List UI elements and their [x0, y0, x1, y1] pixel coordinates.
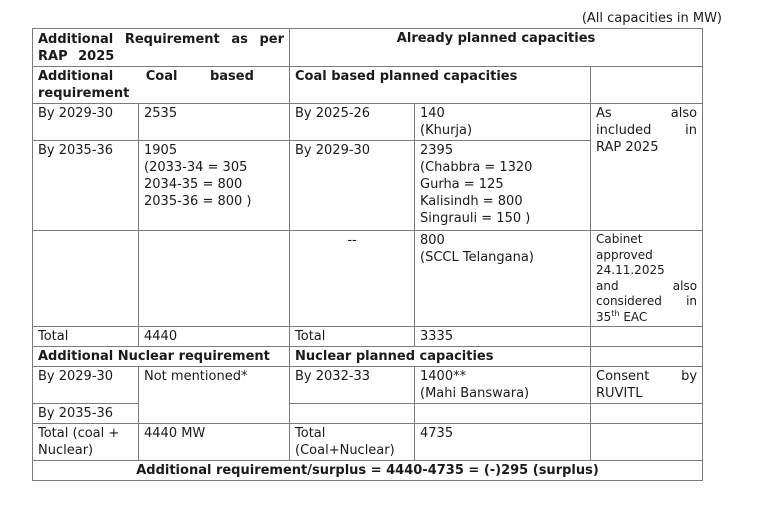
remarks-line: As also [596, 106, 698, 121]
subheader-left: Additional Coal based requirement [33, 67, 290, 104]
header-right: Already planned capacities [290, 29, 703, 67]
requirement-line: 2035-36 = 800 ) [144, 194, 252, 209]
subheader-right: Coal based planned capacities [290, 67, 591, 104]
grand-total-requirement: 4440 MW [139, 424, 290, 461]
remarks-cell [591, 367, 703, 404]
planned-period-cell: By 2029-30 [290, 141, 415, 231]
units-note: (All capacities in MW) [581, 11, 722, 26]
remarks-line: RUVITL [596, 386, 643, 401]
subheader-empty [591, 67, 703, 104]
period-cell: By 2035-36 [33, 404, 139, 424]
period-cell: By 2029-30 [33, 367, 139, 404]
grand-total-label: Total (coal + Nuclear) [33, 424, 139, 461]
remarks-line: Cabinet [596, 232, 643, 246]
requirement-line: 1905 [144, 143, 178, 158]
grand-total-planned-label: Total (Coal+Nuclear) [290, 424, 415, 461]
planned-period-cell [290, 404, 415, 424]
total-requirement: 4440 [139, 327, 290, 347]
total-planned: 3335 [415, 327, 591, 347]
grand-total-remarks [591, 424, 703, 461]
remarks-line: RAP 2025 [596, 140, 659, 155]
requirement-cell: Not mentioned* [139, 367, 290, 424]
planned-line: (Chabbra = 1320 [420, 160, 533, 175]
header-left: Additional Requirement as per RAP 2025 [38, 32, 285, 64]
planned-line: Singrauli = 150 ) [420, 211, 531, 226]
planned-period-cell: By 2025-26 [290, 104, 415, 141]
header-row [33, 29, 703, 67]
planned-period-cell: By 2032-33 [290, 367, 415, 404]
remarks-line: 24.11.2025 [596, 263, 665, 277]
nuclear-header-right: Nuclear planned capacities [290, 347, 591, 367]
capacity-table [32, 28, 703, 481]
nuclear-header-left: Additional Nuclear requirement [33, 347, 290, 367]
planned-cell [415, 231, 591, 327]
planned-cell [415, 141, 591, 231]
total-label: Total [33, 327, 139, 347]
capacity-table-container [32, 28, 702, 481]
subheader-row [33, 67, 703, 104]
total-planned-label: Total [290, 327, 415, 347]
planned-period-cell: -- [290, 231, 415, 327]
table-row [33, 231, 703, 327]
planned-cell [415, 367, 591, 404]
grand-total-planned: 4735 [415, 424, 591, 461]
total-remarks [591, 327, 703, 347]
ordinal-suffix: th [611, 308, 620, 318]
remarks-line: considered in [596, 294, 698, 308]
requirement-cell [139, 104, 290, 141]
planned-line: 800 [420, 233, 445, 248]
coal-total-row [33, 327, 703, 347]
remarks-line: approved [596, 247, 653, 262]
summary: Additional requirement/surplus = 4440-4735 = (-)295 (surplus) [33, 461, 703, 481]
requirement-cell [139, 231, 290, 327]
header-left-cell [33, 29, 290, 67]
planned-cell [415, 104, 591, 141]
planned-line: (Khurja) [420, 123, 473, 138]
planned-line: Gurha = 125 [420, 177, 504, 192]
nuclear-header-row [33, 347, 703, 367]
planned-line: 140 [420, 106, 445, 121]
planned-line: 2395 [420, 143, 454, 158]
requirement-line: (2033-34 = 305 [144, 160, 248, 175]
table-row [33, 104, 703, 141]
planned-line: Kalisindh = 800 [420, 194, 523, 209]
requirement-cell [139, 141, 290, 231]
period-cell: By 2029-30 [33, 104, 139, 141]
remarks-cell [591, 404, 703, 424]
grand-total-row [33, 424, 703, 461]
requirement-line: 2034-35 = 800 [144, 177, 243, 192]
planned-line: (Mahi Banswara) [420, 386, 530, 401]
period-cell: By 2035-36 [33, 141, 139, 231]
planned-cell [415, 404, 591, 424]
remarks-cell [591, 231, 703, 327]
table-row [33, 404, 703, 424]
remarks-line: Consent by [596, 369, 698, 384]
planned-line: (SCCL Telangana) [420, 250, 534, 265]
remarks-line: included in [596, 123, 698, 138]
remarks-line: 35th EAC [596, 308, 648, 324]
remarks-cell [591, 104, 703, 231]
period-cell [33, 231, 139, 327]
requirement-line: 2535 [144, 106, 178, 121]
nuclear-header-empty [591, 347, 703, 367]
summary-row [33, 461, 703, 481]
table-row [33, 367, 703, 404]
planned-line: 1400** [420, 369, 467, 384]
remarks-line: and also [596, 278, 698, 293]
